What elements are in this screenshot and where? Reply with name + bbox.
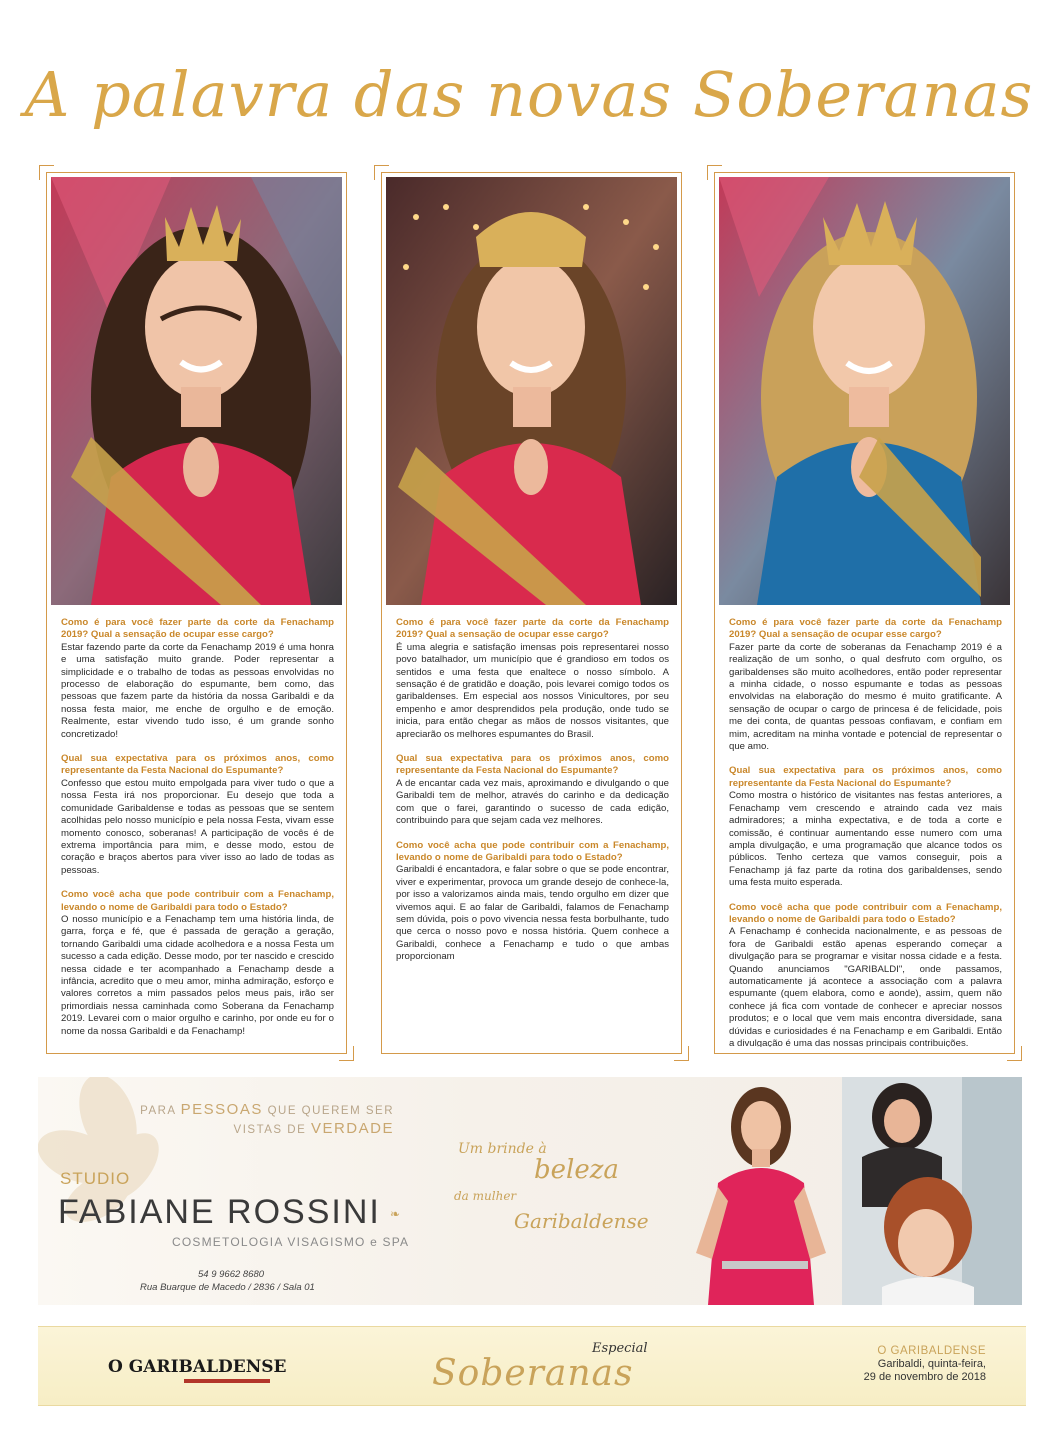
interview-text-2 — [396, 617, 669, 1047]
logo-underline — [184, 1379, 270, 1383]
answer-text: Confesso que estou muito empolgada para viver tudo o que a nossa Festa irá nos proporcionar. Eu desejo que toda a comunidade Garibaldense e todas as pessoas que se sentem acolhidas pelo nosso município e pela nossa Festa, vivam esse momento conosco, soberanas! A participação de vocês é de extrema importância para mim, e desse modo, estou de coração e braços abertos para viver isso ao lado de todas as pessoas. — [61, 777, 334, 876]
question-heading: Como é para você fazer parte da corte da Fenachamp 2019? Qual a sensação de ocupar esse cargo? — [61, 617, 334, 641]
answer-text: Estar fazendo parte da corte da Fenachamp 2019 é uma honra e uma satisfação muito grande. Poder representar a simplicidade e o trabalho de todas as pessoas envolvidas no processo de elaboração do espumante, bem como, das pessoas que fazem parte da história da nossa Garibaldi e da nossa festa maior, me enche de orgulho e de emoção. Realmente, estar vivendo tudo isso, é um grande sonho concretizado! — [61, 641, 334, 740]
question-heading: Como você acha que pode contribuir com a Fenachamp, levando o nome de Garibaldi para todo o Estado? — [396, 839, 669, 863]
answer-text: O nosso município e a Fenachamp tem uma história linda, de garra, força e fé, que é passada de geração a geração, tornando Garibaldi uma cidade acolhedora e a nossa Festa um sucesso a cada edição. Desse modo, por ter nascido e crescido nessa cidade e ter acompanhado a Fenachamp desde a infância, acredito que o meu amor, minha admiração, esforço e valores corretos a mim passados pelos meus pais, irão ser primordiais nessa caminhada como Soberana da Fenachamp 2019. Levarei com o maior orgulho e carinho, por onde eu for o nome da nossa Garibaldi e da Fenachamp! — [61, 913, 334, 1037]
ad-brand-name: FABIANE ROSSINI — [58, 1193, 381, 1231]
portrait-illustration-1 — [51, 177, 342, 605]
interview-column-3 — [714, 172, 1015, 1054]
studio-advertisement — [38, 1077, 1022, 1305]
ad-tagline: PARA PESSOAS QUE QUEREM SER VISTAS DE VERDADE — [140, 1101, 394, 1137]
answer-text: A Fenachamp é conhecida nacionalmente, e as pessoas de fora de Garibaldi estão apenas esperando começar a divulgação para se programar e visitar nossa cidade e a festa. Quando anunciamos "GARIBALDI", onde passamos, automaticamente já acontece a associação com a palavra espumante (quem elabora, como e aonde), assim, quem não conhece já fica com vontade de conhecer e apreciar nossos produtos; e o local que vem mais encontra diversidade, sana dúvidas e curiosidades é na Fenachamp e em Garibaldi. Então a divulgação é uma das nossas principais contribuições. — [729, 926, 1002, 1047]
interview-text-3 — [729, 617, 1002, 1047]
edition-info — [864, 1345, 986, 1384]
question-heading: Como é para você fazer parte da corte da Fenachamp 2019? Qual a sensação de ocupar esse cargo? — [729, 617, 1002, 641]
portrait-photo-2 — [386, 177, 677, 605]
portrait-photo-1 — [51, 177, 342, 605]
page-headline: A palavra das novas Soberanas — [24, 58, 1034, 131]
question-heading: Qual sua expectativa para os próximos anos, como representante da Festa Nacional do Espumante? — [61, 753, 334, 777]
question-heading: Qual sua expectativa para os próximos anos, como representante da Festa Nacional do Espumante? — [729, 765, 1002, 789]
newspaper-logo: O GARIBALDENSE — [108, 1357, 287, 1377]
ad-slogan-line-1: Um brinde à — [458, 1141, 547, 1157]
answer-text: A de encantar cada vez mais, aproximando e divulgando o que Garibaldi tem de melhor, através do carinho e da dedicação com que o farei, garantindo o sucesso de cada edição, contribuindo para que sejam cada vez melhores. — [396, 777, 669, 827]
ad-phone: 54 9 9662 8680 — [198, 1269, 265, 1280]
ad-salon-photo — [842, 1077, 1022, 1305]
answer-text: Garibaldi é encantadora, e falar sobre o que se pode encontrar, viver e experimentar, provoca um grande desejo de conhece-la, por isso a valorizamos ainda mais, tendo orgulho em dizer que vivemos aqui. E ao falar de Garibaldi, falamos de Fenachamp sem dúvida, pois o povo vivencia nessa festa borbulhante, tudo que cerca o nosso povo e nossa história. Quem conhece a Garibaldi, conhece a Fenachamp e tudo o que ambas proporcionam — [396, 864, 669, 963]
ad-address: Rua Buarque de Macedo / 2836 / Sala 01 — [140, 1282, 315, 1293]
interview-text-1 — [61, 617, 334, 1047]
leaf-icon: ❧ — [390, 1207, 401, 1221]
ad-services: COSMETOLOGIA VISAGISMO e SPA — [172, 1235, 410, 1249]
interview-column-2 — [381, 172, 682, 1054]
edition-date: 29 de novembro de 2018 — [863, 1371, 986, 1383]
edition-paper-name: O GARIBALDENSE — [877, 1345, 986, 1357]
portrait-illustration-3 — [719, 177, 1010, 605]
ad-studio-label: STUDIO — [60, 1169, 131, 1188]
answer-text: Fazer parte da corte de soberanas da Fenachamp 2019 é a realização de um sonho, o qual desfruto com orgulho, os garibaldenses são muito acolhedores, então poder representar a minha cidade, o nosso espumante e todas as pessoas envolvidas na elaboração do mesmo é muito gratificante. A sensação de ocupar o cargo de princesa é de felicidade, pois me dei conta, de quantas pessoas confiavam, e confiam em mim, acreditam na minha vontade e potencial de representar o que amo. — [729, 641, 1002, 753]
answer-text: É uma alegria e satisfação imensas pois representarei nosso povo batalhador, um município que é grandioso em todos os sentidos e uma festa que enaltece o nosso símbolo. A sensação é de gratidão e doação, pois levarei comigo todos os garibaldenses. Em especial aos nossos Vinicultores, por seu empenho e amor desprendidos pela produção, onde tudo se inicia, para então chegar as mãos de nossos visitantes, que apreciarão os melhores espumantes do Brasil. — [396, 641, 669, 740]
ad-slogan-line-2: beleza — [534, 1155, 619, 1185]
ad-model-photo — [656, 1083, 866, 1305]
ad-slogan-line-4: Garibaldense — [514, 1209, 649, 1233]
question-heading: Qual sua expectativa para os próximos anos, como representante da Festa Nacional do Espumante? — [396, 753, 669, 777]
answer-text: Como mostra o histórico de visitantes nas festas anteriores, a Fenachamp vem crescendo e atraindo cada vez mais admiradores; a minha expectativa, e de toda a corte e comissão, é continuar aumentando esse numero com uma ampla divulgação, e uma programação que alcance todos os públicos. Tenho certeza que vamos conseguir, pois a Fenachamp já faz parte da rotina dos garibaldenses, sendo uma festa muito esperada. — [729, 790, 1002, 889]
portrait-illustration-2 — [386, 177, 677, 605]
section-title: Soberanas — [432, 1353, 634, 1394]
question-heading: Como é para você fazer parte da corte da Fenachamp 2019? Qual a sensação de ocupar esse cargo? — [396, 617, 669, 641]
portrait-photo-3 — [719, 177, 1010, 605]
ad-slogan-line-3: da mulher — [454, 1189, 517, 1203]
question-heading: Como você acha que pode contribuir com a Fenachamp, levando o nome de Garibaldi para todo o Estado? — [729, 901, 1002, 925]
page-footer — [38, 1326, 1026, 1406]
interview-column-1 — [46, 172, 347, 1054]
question-heading: Como você acha que pode contribuir com a Fenachamp, levando o nome de Garibaldi para todo o Estado? — [61, 889, 334, 913]
edition-city-day: Garibaldi, quinta-feira, — [877, 1358, 986, 1370]
section-label: Especial — [592, 1341, 648, 1356]
